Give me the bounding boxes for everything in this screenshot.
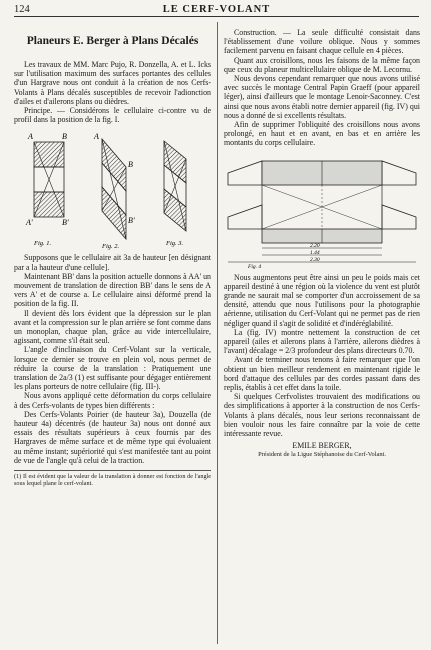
dimension-label: 1.44	[310, 249, 320, 256]
figure-4-drawing	[224, 151, 420, 269]
paragraph: L'angle d'inclinaison du Cerf-Volant sur la verticale, lorsque ce dernier se trouve en plein vol, nous permet de réduire la course de la translation : Pratiquement une translation de 2a/3 (1) est suffisante pour dégager entièrement les plans porteurs de notre cellulaire (fig. III-).	[14, 345, 211, 392]
page-number: 124	[14, 4, 30, 15]
paragraph: Les travaux de MM. Marc Pujo, R. Donzella, A. et L. Icks sur l'utilisation maximum des surfaces portantes des cellules d'un Hargrave nous ont conduit à la création de nos Cerfs-Volants à Plans décalés susceptibles de recevoir l'adionction d'ailes et d'ailerons plans ou dièdres.	[14, 60, 211, 106]
signature-title: Président de la Ligue Stéphanoise du Cerf-Volant.	[258, 450, 386, 458]
paragraph: Nous devons cependant remarquer que nous avons utilisé avec succès le montage Central Papin Graeff (pour appareil léger), ainsi d'ailleurs que le montage Lenoir-Saconney. C'est ainsi que nous avons établi notre dernier appareil (fig. IV) qui nous a donné de si excellents résultats.	[224, 74, 420, 120]
paragraph: Nous augmentons peut être ainsi un peu le poids mais cet appareil destiné à une région où la violence du vent est plutôt grande ne saurait mal se comporter d'un accroissement de sa densité, attendu que nous l'utilisons pour la photographie aérienne, utilisation du Cerf-Volant qui ne permet pas de rien négliger quand il s'agit de solidité et d'indéréglabilité.	[224, 272, 420, 328]
paragraph: Il devient dès lors évident que la dépression sur le plan avant et la compression sur le plan arrière se font comme dans un monoplan, chaque plan, grâce au vide intercellulaire, agissant, comme s'il était seul.	[14, 308, 211, 346]
paragraph: Avant de terminer nous tenons à faire remarquer que l'on obtient un bien meilleur rendement en maintenant rigide le bord d'attaque des cellules par des cordes passant dans des replis, établis à cet effet dans la toile.	[224, 355, 420, 393]
signature-name: EMILE BERGER,	[292, 441, 352, 451]
paragraph: Maintenant BB' dans la position actuelle donnons à AA' un mouvement de translation de direction BB' dans le sens de A vers A' et de course a. Le cellulaire ainsi déformé prend la position de la fig. II.	[14, 271, 211, 309]
paragraph: Des Cerfs-Volants Poirier (de hauteur 3a), Douzella (de hauteur 4a) décentrés (de hauteur 3a) nous ont donné aux essais des résultats supérieurs à ceux fournis par des Hargraves de même surface et de même type qui évoluaient au même instant; supériorité qui s'est manifestée tant au point de vue de l'angle qu'à celui de la traction.	[14, 409, 211, 465]
caption-fig-2: Fig. 2.	[102, 243, 120, 251]
figure-4-kite-construction	[224, 151, 420, 269]
paragraph: Construction. — La seule difficulté consistait dans l'établissement d'une voilure oblique. Nous y sommes facilement parvenu en faisant chaque cellule en 4 pièces.	[224, 28, 420, 56]
dimension-label: 2.20	[310, 242, 320, 249]
paragraph: Quant aux croisillons, nous les faisons de la même façon que ceux du planeur multicellulaire oblique de M. Lecornu.	[224, 55, 420, 74]
right-column	[224, 28, 420, 458]
paragraph: La (fig. IV) montre nettement la construction de cet appareil (ailes et ailerons plans à l'arrière, ailerons dièdres à l'avant) décalage = 2/3 profondeur des plans directeurs 0.70.	[224, 327, 420, 356]
figure-1	[25, 132, 69, 247]
label-B: B	[128, 160, 133, 170]
page-header	[14, 4, 419, 17]
journal-title: LE CERF-VOLANT	[162, 4, 271, 15]
footnote: (1) Il est évident que la valeur de la translation à donner est fonction de l'angle sous lequel plane le cerf-volant.	[14, 470, 211, 487]
dimension-label: 2.30	[310, 256, 320, 263]
column-divider	[217, 22, 218, 644]
label-A: A	[28, 132, 33, 142]
label-A: A	[94, 132, 99, 142]
figure-2	[93, 132, 135, 250]
paragraph: Supposons que le cellulaire ait 3a de hauteur [en désignant par a la hauteur d'une cellule].	[14, 253, 211, 272]
paragraph: Si quelques Cerfvolistes trouvaient des modifications ou des simplifications à apporter à la construction de nos Cerfs-Volants à plans décalés, nous leur serions reconnaissant de bien vouloir nous les faire connaître par la voie de cette intéressante revue.	[224, 392, 420, 439]
label-B-prime: B'	[128, 216, 135, 226]
paragraph: Principe. — Considérons le cellulaire ci-contre vu de profil dans la position de la fig. I.	[14, 106, 211, 125]
figure-1-2-3-drawing	[14, 127, 211, 251]
figure-3	[164, 141, 186, 247]
paragraph: Nous avons appliqué cette déformation du corps cellulaire à des Cerfs-volants de types bien différents :	[14, 391, 211, 410]
caption-fig-1: Fig. 1.	[34, 240, 52, 248]
figure-cellular-profiles	[14, 127, 211, 251]
left-column	[14, 28, 211, 488]
label-B: B	[62, 132, 67, 142]
label-B-prime: B'	[62, 218, 69, 228]
label-A-prime: A'	[26, 218, 33, 228]
caption-fig-3: Fig. 3.	[166, 240, 184, 248]
paragraph: Afin de supprimer l'obliquité des croisillons nous avons prolongé, en haut et en avant, en bas et en arrière les montants du corps cellulaire.	[224, 120, 420, 148]
caption-fig-4: Fig. 4	[248, 263, 262, 269]
article-title: Planeurs E. Berger à Plans Décalés	[26, 35, 199, 47]
